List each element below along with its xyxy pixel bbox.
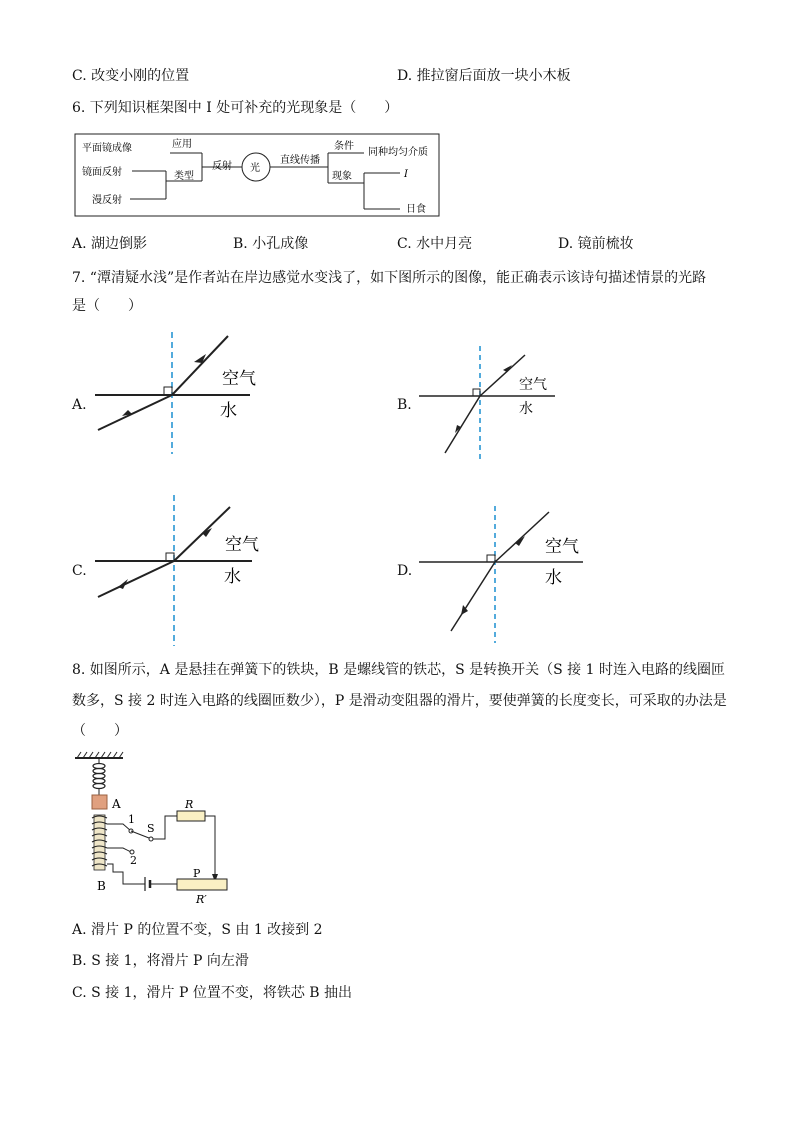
spring: [93, 764, 105, 789]
q5-option-d: D. 推拉窗后面放一块小木板: [397, 68, 571, 84]
q8-option-a: A. 滑片 P 的位置不变，S 由 1 改接到 2: [72, 922, 323, 938]
label-a: A: [112, 797, 121, 811]
iron-block-a: [92, 795, 107, 809]
diagram-light: 光: [250, 163, 260, 174]
label-p: P: [193, 867, 201, 880]
q7-figure-c: [90, 493, 280, 648]
diagram-condition: 条件: [334, 141, 354, 152]
iron-core-b: [94, 815, 105, 870]
q6-knowledge-diagram: [74, 133, 440, 217]
diagram-plane-mirror: 平面镜成像: [82, 143, 132, 154]
resistor-r: [177, 811, 205, 821]
diagram-phenomenon: 现象: [332, 171, 352, 182]
q8-stem-line2: 数多，S 接 2 时连入电路的线圈匝数少），P 是滑动变阻器的滑片，要使弹簧的长度变长，可采取的办法是: [72, 693, 727, 709]
label-s: S: [147, 822, 155, 835]
q7-stem-line2: 是（ ）: [72, 298, 142, 314]
q7c-air: 空气: [225, 535, 259, 555]
diagram-reflection: 反射: [212, 161, 232, 172]
q6-option-d: D. 镜前梳妆: [558, 236, 634, 252]
q7b-air: 空气: [519, 377, 547, 393]
q7-figure-a: [90, 330, 280, 455]
q7a-air: 空气: [222, 369, 256, 389]
q7-figure-b: [415, 345, 565, 463]
q7a-water: 水: [220, 401, 237, 421]
diagram-type: 类型: [174, 171, 194, 182]
diagram-specular: 镜面反射: [82, 167, 122, 178]
q7-label-c: C.: [72, 563, 87, 579]
q7c-water: 水: [224, 567, 241, 587]
q7-label-d: D.: [397, 563, 413, 579]
label-1: 1: [128, 813, 135, 826]
q6-option-b: B. 小孔成像: [233, 236, 309, 252]
q8-option-c: C. S 接 1，滑片 P 位置不变，将铁芯 B 抽出: [72, 985, 353, 1001]
diagram-diffuse: 漫反射: [92, 195, 122, 206]
diagram-blank-I: I: [404, 169, 408, 180]
q6-option-c: C. 水中月亮: [397, 236, 473, 252]
label-r-prime: R′: [196, 893, 207, 906]
q8-stem-line1: 8. 如图所示，A 是悬挂在弹簧下的铁块，B 是螺线管的铁芯，S 是转换开关（S 接 1 时连入电路的线圈匝: [72, 662, 725, 678]
q8-stem-line3: （ ）: [72, 723, 128, 739]
q7d-water: 水: [545, 568, 562, 588]
q5-option-c: C. 改变小刚的位置: [72, 68, 190, 84]
diagram-application: 应用: [172, 139, 192, 150]
label-r: R: [185, 798, 194, 811]
diagram-medium: 同种均匀介质: [368, 147, 428, 158]
label-b: B: [97, 879, 106, 893]
q6-stem: 6. 下列知识框架图中 I 处可补充的光现象是（ ）: [72, 100, 399, 116]
q7-label-a: A.: [72, 397, 87, 413]
q7b-water: 水: [519, 401, 533, 417]
rheostat-r-prime: [177, 879, 227, 890]
q8-option-b: B. S 接 1，将滑片 P 向左滑: [72, 953, 249, 969]
diagram-straight: 直线传播: [280, 155, 320, 166]
q6-option-a: A. 湖边倒影: [72, 236, 148, 252]
label-2: 2: [130, 854, 137, 867]
diagram-eclipse: 日食: [406, 204, 426, 215]
q7-label-b: B.: [397, 397, 412, 413]
q7-stem-line1: 7. “潭清疑水浅”是作者站在岸边感觉水变浅了，如下图所示的图像，能正确表示该诗句描述情景的光路: [72, 270, 707, 286]
q7d-air: 空气: [545, 537, 579, 557]
q7-figure-d: [415, 505, 595, 645]
q8-circuit-figure: [75, 752, 235, 907]
